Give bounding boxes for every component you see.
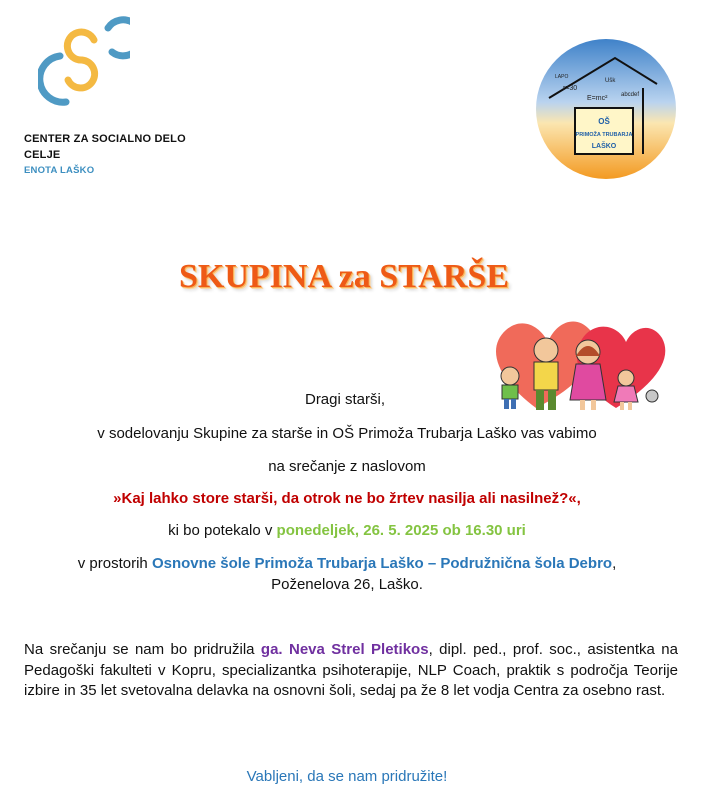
- speaker-name: ga. Neva Strel Pletikos: [260, 641, 429, 658]
- logo-doodle-3: abcdef: [621, 92, 640, 98]
- logo-line3: LAŠKO: [591, 143, 617, 150]
- para-prefix: Na srečanju se nam bo pridružila: [24, 641, 261, 658]
- meeting-date: ponedeljek, 26. 5. 2025 ob 16.30 uri: [276, 522, 526, 539]
- org-line1: CENTER ZA SOCIALNO DELO: [24, 133, 186, 145]
- org-unit: ENOTA LAŠKO: [24, 165, 95, 176]
- logo-doodle-5: LAPO: [555, 74, 569, 80]
- address: Poženelova 26, Laško.: [271, 576, 423, 593]
- org-line2: CELJE: [24, 149, 61, 161]
- greeting: Dragi starši,: [304, 391, 386, 408]
- location-suffix: ,: [612, 555, 617, 572]
- logo-line2: PRIMOŽA TRUBARJA: [575, 132, 633, 138]
- para-rest: , dipl. ped., prof. soc., asistentka na Pedagoški fakulteti v Kopru, specializantka psihoterapije, NLP Coach, praktik s področja Teorije izbire in 35 let svetovalna delavka na osnovni šoli, sedaj pa že 8 let vodja Centra za osebno rast.: [24, 641, 678, 699]
- invite-text: v sodelovanju Skupine za starše in OŠ Primoža Trubarja Laško vas vabimo: [97, 425, 597, 442]
- meeting-location: Osnovne šole Primoža Trubarja Laško – Podružnična šola Debro: [151, 555, 613, 572]
- date-prefix: ki bo potekalo v: [168, 522, 277, 539]
- org-name: [24, 131, 186, 179]
- location-prefix: v prostorih: [77, 555, 152, 572]
- logo-doodle-2: E=mc²: [587, 95, 608, 102]
- logo-line1: OŠ: [598, 117, 610, 126]
- meeting-text: na srečanje z naslovom: [268, 458, 426, 475]
- logo-doodle-4: Ušk: [605, 78, 616, 84]
- closing-text: Vabljeni, da se nam pridružite!: [246, 768, 448, 785]
- page-title: SKUPINA za STARŠE: [179, 258, 509, 295]
- logo-doodle-1: r=30: [563, 85, 578, 92]
- meeting-date-line: [0, 522, 694, 539]
- meeting-location-line: [0, 555, 694, 572]
- school-logo-icon: [535, 38, 677, 180]
- meeting-topic: »Kaj lahko store starši, da otrok ne bo žrtev nasilja ali nasilnež?«,: [113, 490, 581, 507]
- speaker-paragraph: [24, 640, 678, 702]
- csd-logo-icon: [38, 8, 130, 108]
